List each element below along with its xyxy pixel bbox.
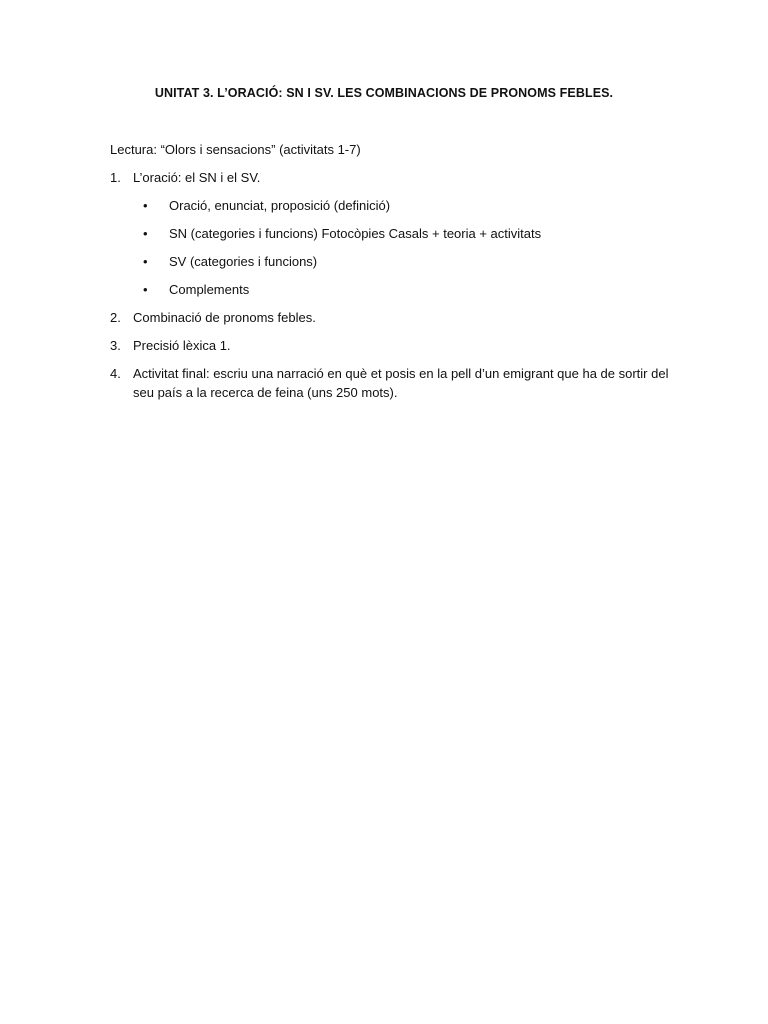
item-number: 4. [110,366,121,381]
sub-item-text: Complements [169,282,250,297]
list-item [110,364,670,402]
sub-list-item [133,252,670,271]
bullet-icon: • [143,282,148,297]
bullet-icon: • [143,198,148,213]
sub-item-text: SV (categories i funcions) [169,254,318,269]
bullet-icon: • [143,254,148,269]
page-title: UNITAT 3. L’ORACIÓ: SN I SV. LES COMBINACIONS DE PRONOMS FEBLES. [154,86,614,100]
sub-item-text: SN (categories i funcions) Fotocòpies Casals + teoria + activitats [169,226,542,241]
item-number: 3. [110,338,121,353]
sub-list-item [133,224,670,243]
list-item [110,168,670,299]
list-item [110,336,670,355]
item-number: 1. [110,170,121,185]
bullet-icon: • [143,226,148,241]
item-text: L’oració: el SN i el SV. [133,170,261,185]
reading-line: Lectura: “Olors i sensacions” (activitats 1-7) [110,142,361,157]
item-number: 2. [110,310,121,325]
sub-list [133,196,670,299]
unit-list [110,168,670,411]
list-item [110,308,670,327]
sub-item-text: Oració, enunciat, proposició (definició) [169,198,391,213]
sub-list-item [133,196,670,215]
sub-list-item [133,280,670,299]
item-text: Activitat final: escriu una narració en què et posis en la pell d’un emigrant que ha de sortir del seu país a la recerca de feina (uns 250 mots). [133,366,669,400]
item-text: Precisió lèxica 1. [133,338,231,353]
item-text: Combinació de pronoms febles. [133,310,316,325]
